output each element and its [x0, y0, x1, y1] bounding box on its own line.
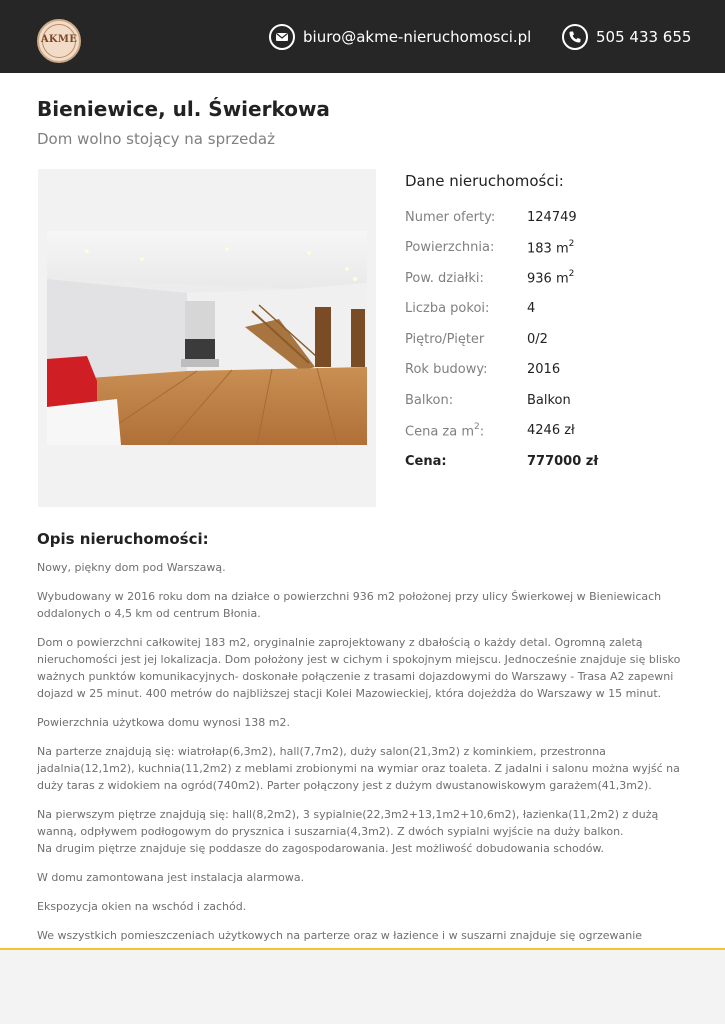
description-paragraph: We wszystkich pomieszczeniach użytkowych na parterze oraz w łazience i w suszarni znajduje się ogrzewanie [37, 929, 643, 942]
accent-divider [0, 948, 725, 950]
description-paragraph: Nowy, piękny dom pod Warszawą. [37, 561, 226, 574]
detail-price-per-m2 [405, 416, 705, 447]
email-contact[interactable] [269, 24, 531, 50]
description-paragraph: Powierzchnia użytkowa domu wynosi 138 m2. [37, 716, 290, 729]
detail-value: Balkon [527, 392, 571, 408]
description-body [37, 559, 687, 956]
description-paragraph: Ekspozycja okien na wschód i zachód. [37, 900, 247, 913]
detail-label [405, 423, 527, 439]
detail-value-sup: 2 [568, 238, 575, 249]
description-paragraph: Na parterze znajdują się: wiatrołap(6,3m2), hall(7,7m2), duży salon(21,3m2) z kominkiem, przestronna jadalnia(12,1m2), kuchnia(11,2m2) z meblami zrobionymi na wymiar oraz toaleta. Z jadalni i salonu można wyjść na duży taras z widokiem na ogród(740m2). Parter połączony jest z dużym dwustanowiskowym garażem(41,3m2). [37, 745, 680, 792]
detail-label: Cena: [405, 453, 447, 469]
interior-photo-illustration [47, 231, 367, 445]
detail-value-sup: 2 [568, 269, 575, 280]
property-details [405, 172, 705, 477]
detail-value: 4 [527, 301, 536, 317]
details-heading: Dane nieruchomości: [405, 172, 564, 190]
detail-label-colon: : [479, 423, 485, 439]
detail-area [405, 233, 705, 264]
description-paragraph: W domu zamontowana jest instalacja alarmowa. [37, 871, 305, 884]
detail-label: Powierzchnia: [405, 240, 495, 256]
description-heading: Opis nieruchomości: [37, 530, 209, 548]
listing-title: Bieniewice, ul. Świerkowa [37, 97, 330, 121]
detail-label: Balkon: [405, 392, 454, 408]
description-paragraph: Dom o powierzchni całkowitej 183 m2, oryginalnie zaprojektowany z dbałością o każdy detal. Ogromną zaletą nieruchomości jest jej lokalizacja. Dom położony jest w cichym i spokojnym miejscu. Jednocześnie znajduje się blisko ważnych punktów komunikacyjnych- doskonałe połączenie z trasami dojazdowymi do Warszawy - Trasa A2 zapewni dojazd w 25 minut. 400 metrów do najbliższej stacji Kolei Mazowieckiej, która dojeżdża do Warszawy w 15 minut. [37, 636, 681, 700]
detail-value [527, 240, 574, 256]
company-logo[interactable] [37, 19, 81, 63]
listing-page [0, 73, 725, 949]
detail-value-text: 936 m [527, 271, 569, 287]
detail-label-text: Cena za m [405, 423, 474, 439]
detail-label: Pow. działki: [405, 270, 484, 286]
description-paragraph: Wybudowany w 2016 roku dom na działce o powierzchni 936 m2 położonej przy ulicy Świerkowej w Bieniewicach oddalonych o 4,5 km od centrum Błonia. [37, 590, 662, 620]
detail-label: Piętro/Pięter [405, 331, 485, 347]
phone-number[interactable]: 505 433 655 [596, 28, 692, 46]
phone-icon [562, 24, 588, 50]
header-bar [0, 0, 725, 73]
detail-floors [405, 324, 705, 355]
detail-label-sup: 2 [474, 421, 480, 432]
detail-value: 124749 [527, 209, 577, 225]
detail-plot-area [405, 263, 705, 294]
detail-offer-number [405, 202, 705, 233]
email-address[interactable]: biuro@akme-nieruchomosci.pl [303, 28, 532, 46]
description-line: Na drugim piętrze znajduje się poddasze do zagospodarowania. Jest możliwość dobudowania schodów. [37, 842, 604, 855]
detail-year [405, 355, 705, 386]
detail-value-text: 183 m [527, 240, 569, 256]
detail-value [527, 270, 574, 286]
detail-value: 4246 zł [527, 423, 575, 439]
detail-balcony [405, 385, 705, 416]
description-line: Na pierwszym piętrze znajdują się: hall(8,2m2), 3 sypialnie(22,3m2+13,1m2+10,6m2), łazienka(11,2m2) z dużą wanną, odpływem podłogowym do prysznica i suszarnia(4,3m2). Z dwóch sypialni wyjście na duży balkon. [37, 808, 659, 838]
envelope-icon [269, 24, 295, 50]
detail-label: Numer oferty: [405, 209, 496, 225]
detail-rooms [405, 294, 705, 325]
detail-value: 2016 [527, 362, 561, 378]
property-photo[interactable] [47, 231, 367, 445]
listing-subtitle: Dom wolno stojący na sprzedaż [37, 130, 275, 148]
detail-label: Liczba pokoi: [405, 301, 490, 317]
detail-price [405, 446, 705, 477]
photo-frame [38, 169, 376, 507]
phone-contact[interactable] [562, 24, 691, 50]
detail-label: Rok budowy: [405, 362, 488, 378]
detail-value: 0/2 [527, 331, 548, 347]
logo-text: AKME [40, 34, 78, 45]
detail-value: 777000 zł [527, 453, 599, 469]
description-paragraph [37, 806, 687, 857]
